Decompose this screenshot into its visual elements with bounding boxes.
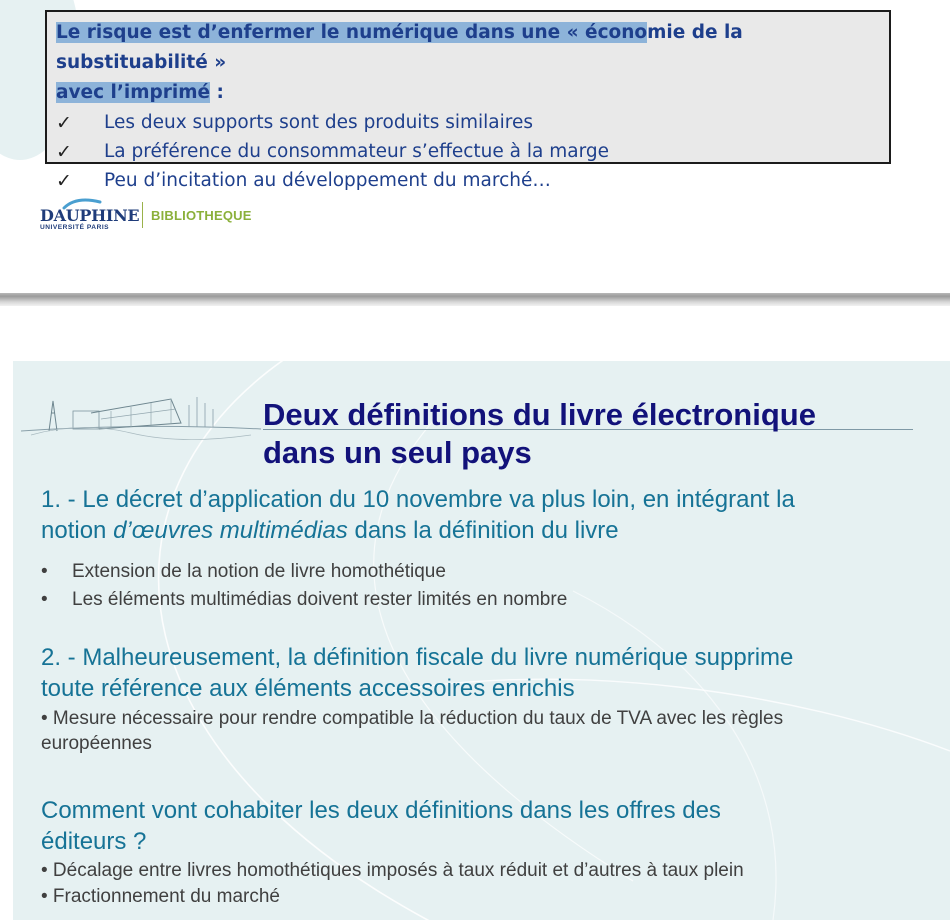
logo-separator xyxy=(142,202,143,228)
callout-title-rest: mie de la substituabilité » xyxy=(56,22,743,73)
checklist-item xyxy=(56,166,881,195)
section3-heading-line1: Comment vont cohabiter les deux définitions dans les offres des xyxy=(41,797,721,824)
section1-bullet-text: Extension de la notion de livre homothétique xyxy=(72,561,446,582)
section1-heading-part3: dans la définition du livre xyxy=(347,517,619,544)
checklist-item-text: Peu d’incitation au développement du marché… xyxy=(104,170,551,191)
slide-divider xyxy=(0,293,950,306)
section2-heading xyxy=(41,642,793,704)
checklist-item xyxy=(56,137,881,166)
section1-heading-part1: 1. - Le décret d’application du 10 novembre va plus loin, en intégrant la xyxy=(41,486,795,513)
section2-note-line1: • Mesure nécessaire pour rendre compatible la réduction du taux de TVA avec les règles xyxy=(41,708,784,729)
campus-skyline-icon xyxy=(21,383,261,443)
dauphine-logo xyxy=(40,197,252,233)
slide-title-line1: Deux définitions du livre électronique xyxy=(263,397,816,432)
logo-name: DAUPHINE xyxy=(40,206,140,225)
section3-heading xyxy=(41,795,721,857)
checklist-item-text: La préférence du consommateur s’effectue à la marge xyxy=(104,141,610,162)
current-slide xyxy=(13,361,950,920)
bullet-icon: • xyxy=(41,589,48,610)
section2-note-line2: européennes xyxy=(41,733,152,754)
slide-title xyxy=(263,396,816,472)
section1-bullets xyxy=(41,558,567,614)
section1-bullet-text: Les éléments multimédias doivent rester limités en nombre xyxy=(72,589,568,610)
section1-bullet xyxy=(41,586,567,614)
bullet-icon: • xyxy=(41,561,48,582)
section1-heading xyxy=(41,484,795,546)
check-mark-icon: ✓ xyxy=(56,169,72,192)
callout-title-line2: avec l’imprimé xyxy=(56,82,211,103)
section1-bullet xyxy=(41,558,567,586)
checklist-item-text: Les deux supports sont des produits similaires xyxy=(104,112,533,133)
logo-library-label: BIBLIOTHEQUE xyxy=(151,207,252,223)
section1-heading-italic: d’œuvres multimédias xyxy=(113,517,348,544)
previous-slide xyxy=(0,0,950,293)
risk-callout-box xyxy=(45,10,891,192)
section2-heading-line2: toute référence aux éléments accessoires enrichis xyxy=(41,675,575,702)
section1-heading-part2: notion xyxy=(41,517,114,544)
callout-title xyxy=(56,18,881,108)
section2-note xyxy=(41,706,921,756)
section3-heading-line2: éditeurs ? xyxy=(41,828,147,855)
callout-title-colon: : xyxy=(210,82,224,103)
slide-title-line2: dans un seul pays xyxy=(263,435,532,470)
checklist-item xyxy=(56,108,881,137)
section3-note: • Fractionnement du marché xyxy=(41,886,280,907)
dauphine-logo-mark xyxy=(40,198,140,232)
check-mark-icon: ✓ xyxy=(56,140,72,163)
logo-subtitle: UNIVERSITÉ PARIS xyxy=(40,224,110,231)
checklist xyxy=(56,108,881,195)
section2-heading-line1: 2. - Malheureusement, la définition fiscale du livre numérique supprime xyxy=(41,644,794,671)
check-mark-icon: ✓ xyxy=(56,111,72,134)
callout-title-highlight: Le risque est d’enfermer le numérique dans une « écono xyxy=(56,22,648,43)
section3-note: • Décalage entre livres homothétiques imposés à taux réduit et d’autres à taux plein xyxy=(41,860,744,881)
